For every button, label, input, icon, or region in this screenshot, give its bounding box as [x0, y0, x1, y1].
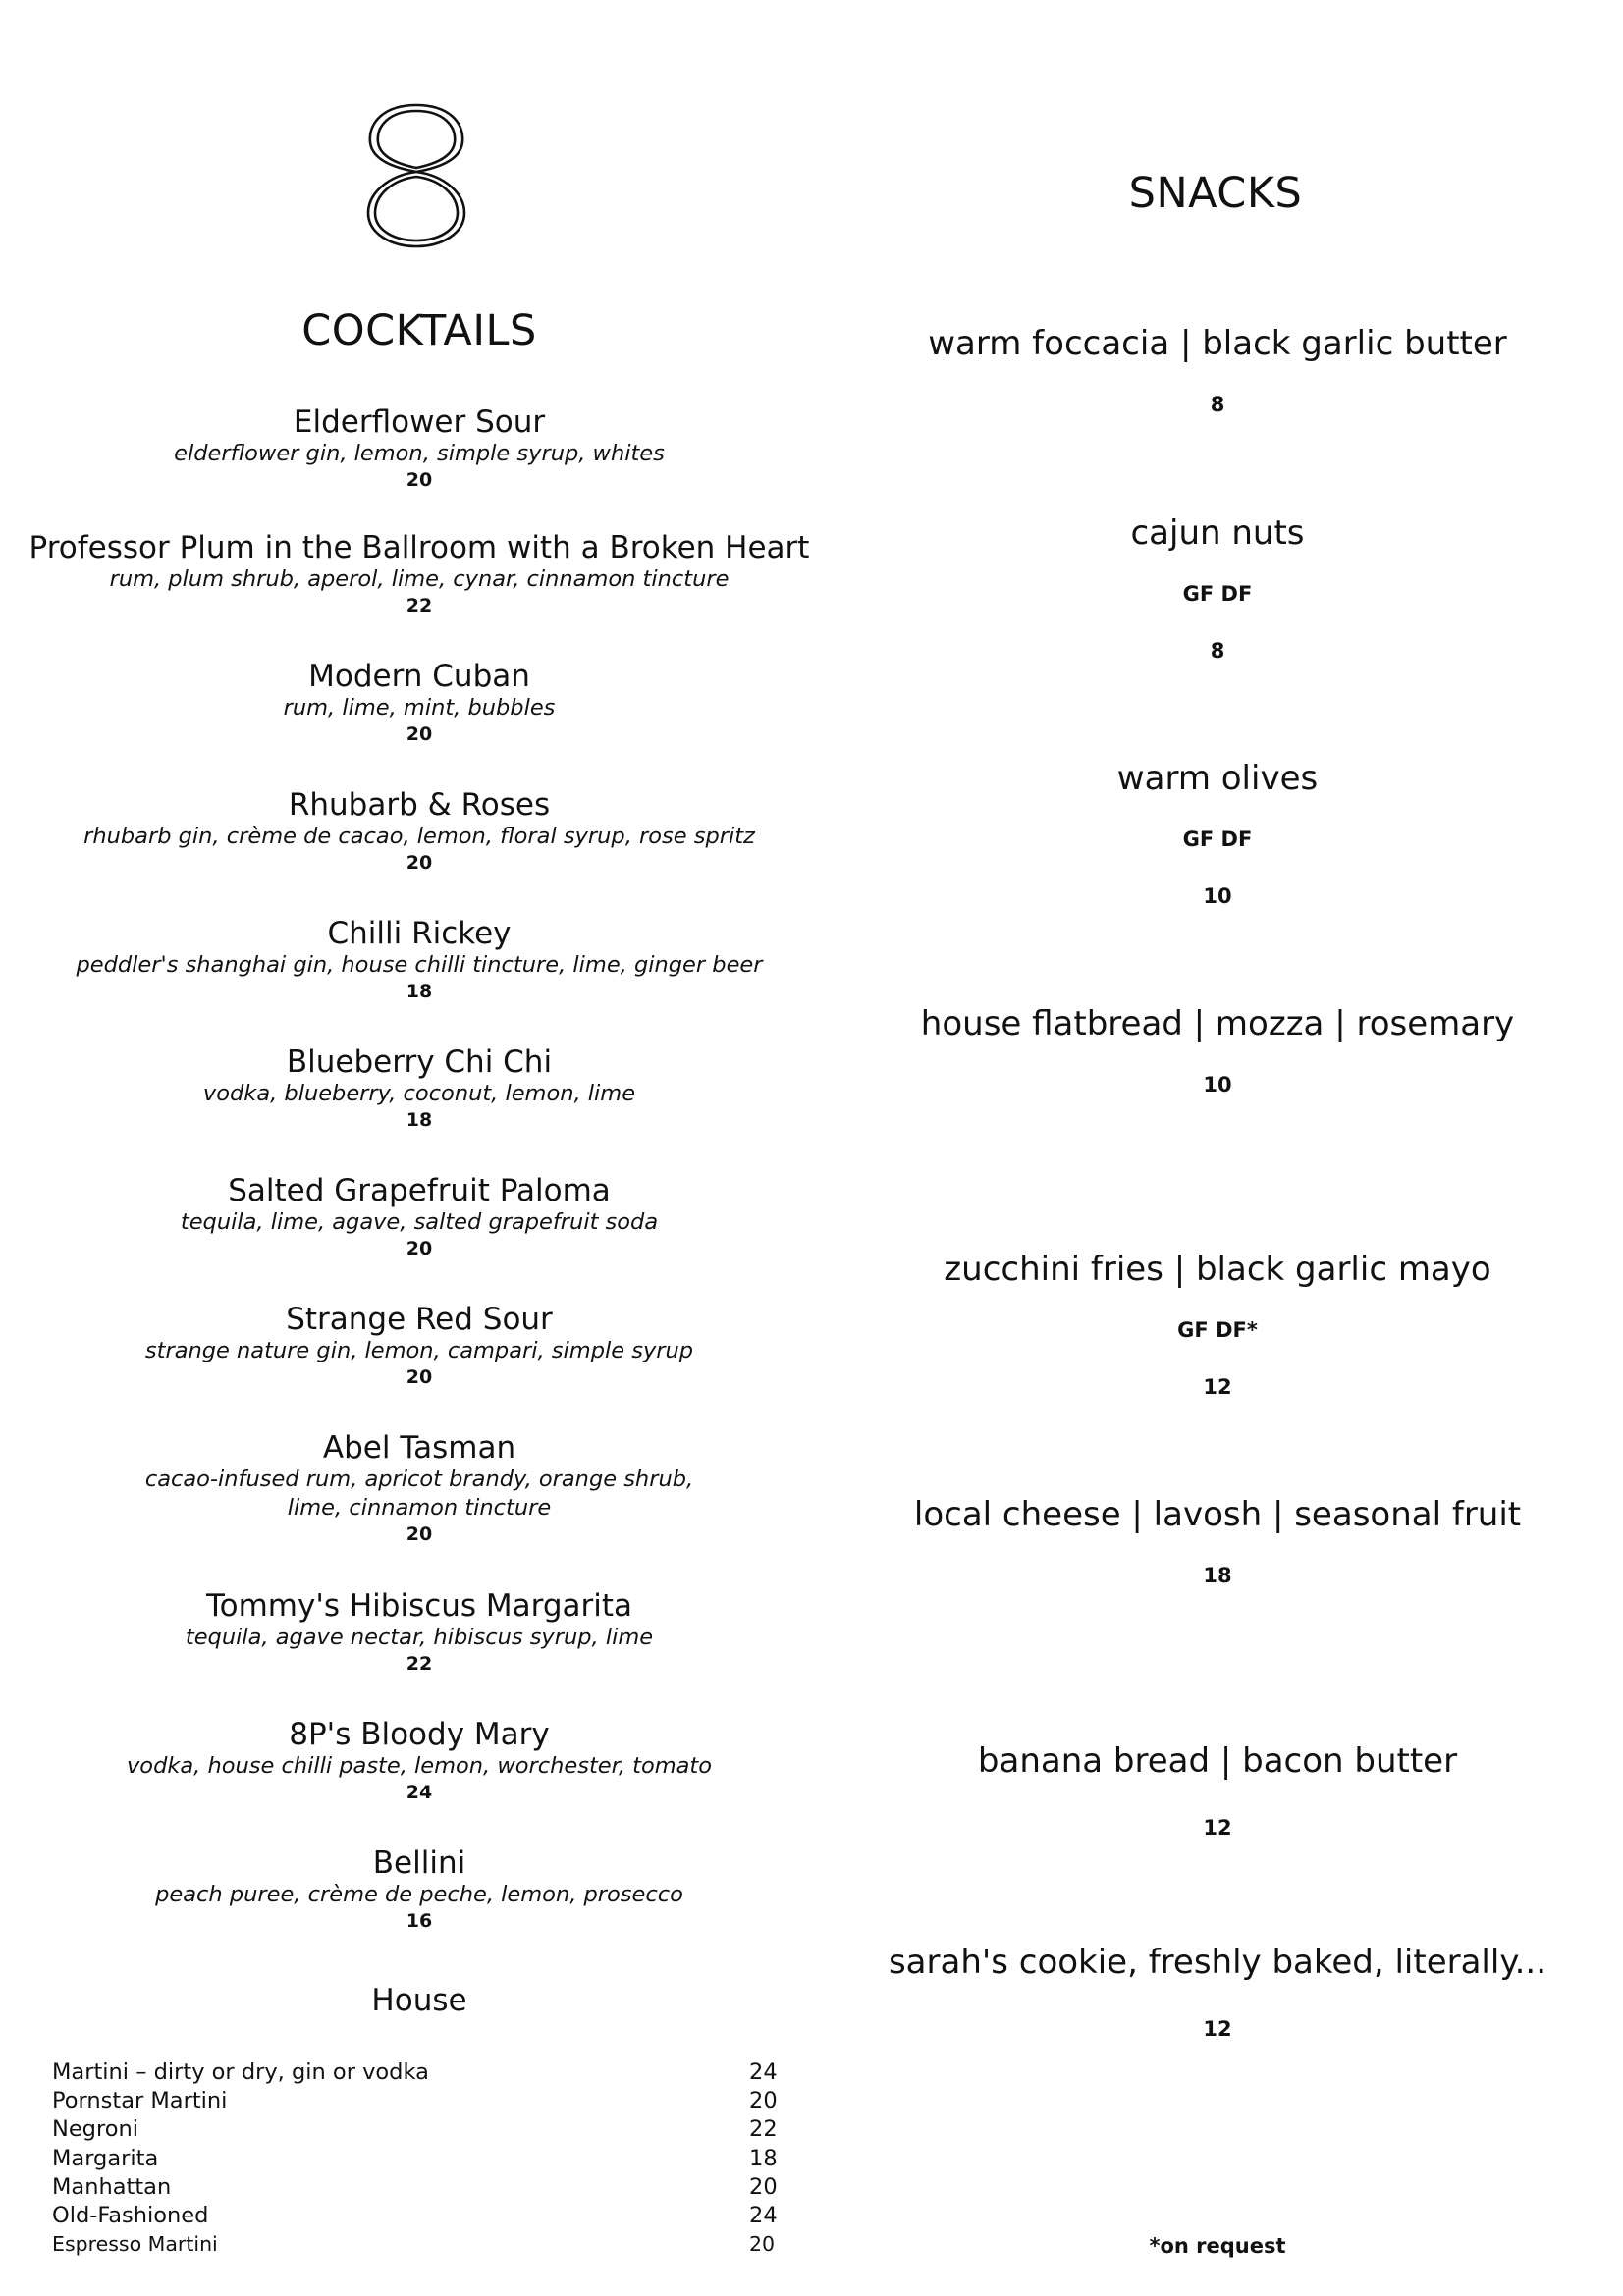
snack-price: 10 — [1203, 884, 1232, 908]
cocktail-desc: vodka, blueberry, coconut, lemon, lime — [202, 1081, 636, 1106]
snack-name: house flatbread | mozza | rosemary — [920, 1004, 1515, 1043]
snack-name: sarah's cookie, freshly baked, literally... — [888, 1943, 1547, 1982]
house-item — [52, 2058, 779, 2087]
house-item — [52, 2173, 779, 2202]
figure-eight-logo-icon — [364, 101, 468, 248]
cocktail-desc: cacao-infused rum, apricot brandy, orange shrub, — [144, 1467, 694, 1492]
cocktail-price: 20 — [406, 1523, 433, 1545]
cocktail-item — [0, 1717, 839, 1805]
cocktail-name: Elderflower Sour — [293, 404, 546, 440]
house-item-name: Margarita — [52, 2145, 159, 2171]
cocktail-name: Modern Cuban — [308, 659, 530, 694]
cocktail-desc: tequila, agave nectar, hibiscus syrup, lime — [185, 1625, 654, 1650]
cocktail-price: 24 — [406, 1782, 433, 1803]
snack-name: cajun nuts — [1130, 513, 1305, 553]
house-item — [52, 2230, 779, 2259]
snack-dietary-tag: GF DF — [1182, 828, 1253, 851]
cocktail-item — [0, 530, 839, 618]
cocktail-price: 22 — [406, 1653, 433, 1675]
snack-name: banana bread | bacon butter — [977, 1741, 1458, 1781]
cocktail-item — [0, 787, 839, 876]
house-item — [52, 2087, 779, 2115]
cocktails-heading: COCKTAILS — [301, 306, 537, 355]
cocktail-price: 20 — [406, 1238, 433, 1259]
house-item-price: 20 — [749, 2232, 776, 2257]
snack-price: 18 — [1203, 1564, 1232, 1587]
cocktail-price: 18 — [406, 1109, 433, 1131]
house-item-price: 24 — [749, 2059, 778, 2085]
cocktail-price: 20 — [406, 852, 433, 874]
footnote: *on request — [1149, 2234, 1286, 2258]
house-item-name: Pornstar Martini — [52, 2088, 228, 2114]
cocktail-name: Strange Red Sour — [286, 1302, 553, 1337]
cocktail-name: Rhubarb & Roses — [288, 787, 551, 823]
snack-dietary-tag: GF DF — [1182, 582, 1253, 606]
cocktail-name: Blueberry Chi Chi — [286, 1044, 553, 1080]
cocktail-item — [0, 1588, 839, 1677]
snacks-heading: SNACKS — [1128, 169, 1303, 218]
cocktail-name: Salted Grapefruit Paloma — [228, 1173, 611, 1208]
cocktail-price: 20 — [406, 723, 433, 745]
house-item-name: Espresso Martini — [52, 2232, 218, 2257]
cocktail-name: Professor Plum in the Ballroom with a Broken Heart — [28, 530, 810, 565]
cocktail-item — [0, 404, 839, 493]
cocktail-desc: peach puree, crème de peche, lemon, prosecco — [155, 1882, 683, 1907]
house-item-price: 18 — [749, 2145, 778, 2171]
house-item-name: Martini – dirty or dry, gin or vodka — [52, 2059, 429, 2085]
cocktail-item — [0, 916, 839, 1004]
house-item-price: 20 — [749, 2088, 778, 2114]
cocktail-price: 22 — [406, 595, 433, 616]
cocktail-desc: peddler's shanghai gin, house chilli tincture, lime, ginger beer — [76, 952, 763, 978]
house-item-name: Manhattan — [52, 2173, 172, 2200]
snack-name: local cheese | lavosh | seasonal fruit — [913, 1495, 1522, 1534]
cocktail-desc: lime, cinnamon tincture — [287, 1495, 552, 1521]
cocktail-item — [0, 1302, 839, 1390]
house-item — [52, 2115, 779, 2144]
house-list — [52, 2058, 779, 2259]
cocktail-price: 20 — [406, 469, 433, 491]
snack-dietary-tag: GF DF* — [1177, 1318, 1258, 1342]
snack-price: 8 — [1210, 639, 1225, 663]
cocktail-name: Tommy's Hibiscus Margarita — [205, 1588, 633, 1624]
cocktail-desc: strange nature gin, lemon, campari, simple syrup — [144, 1338, 694, 1363]
cocktail-item — [0, 1845, 839, 1934]
cocktail-item — [0, 1173, 839, 1261]
snack-name: zucchini fries | black garlic mayo — [944, 1250, 1491, 1289]
house-item-price: 22 — [749, 2116, 778, 2143]
house-item — [52, 2202, 779, 2230]
cocktail-desc: elderflower gin, lemon, simple syrup, whites — [174, 441, 665, 466]
house-item-name: Old-Fashioned — [52, 2202, 209, 2228]
house-item-price: 20 — [749, 2173, 778, 2200]
cocktail-name: Bellini — [372, 1845, 466, 1881]
snack-price: 8 — [1210, 393, 1225, 416]
cocktail-item — [0, 1044, 839, 1133]
cocktail-name: Abel Tasman — [322, 1430, 516, 1466]
snack-price: 12 — [1203, 1375, 1232, 1399]
cocktail-desc: tequila, lime, agave, salted grapefruit soda — [180, 1209, 659, 1235]
cocktail-item — [0, 659, 839, 747]
house-item-name: Negroni — [52, 2116, 138, 2143]
house-heading: House — [371, 1983, 467, 2018]
snack-name: warm olives — [1116, 759, 1319, 798]
cocktail-desc: vodka, house chilli paste, lemon, worchester, tomato — [126, 1753, 713, 1779]
cocktail-desc: rum, lime, mint, bubbles — [283, 695, 556, 721]
cocktail-name: Chilli Rickey — [327, 916, 512, 951]
cocktail-price: 16 — [406, 1910, 433, 1932]
cocktail-price: 18 — [406, 981, 433, 1002]
snack-price: 12 — [1203, 2017, 1232, 2041]
snack-price: 12 — [1203, 1816, 1232, 1840]
cocktail-desc: rum, plum shrub, aperol, lime, cynar, cinnamon tincture — [109, 566, 730, 592]
snack-name: warm foccacia | black garlic butter — [928, 324, 1507, 363]
cocktail-item — [0, 1430, 839, 1547]
cocktail-name: 8P's Bloody Mary — [289, 1717, 550, 1752]
cocktail-price: 20 — [406, 1366, 433, 1388]
snack-price: 10 — [1203, 1073, 1232, 1096]
cocktail-desc: rhubarb gin, crème de cacao, lemon, floral syrup, rose spritz — [83, 824, 755, 849]
house-item-price: 24 — [749, 2202, 778, 2228]
house-item — [52, 2145, 779, 2173]
